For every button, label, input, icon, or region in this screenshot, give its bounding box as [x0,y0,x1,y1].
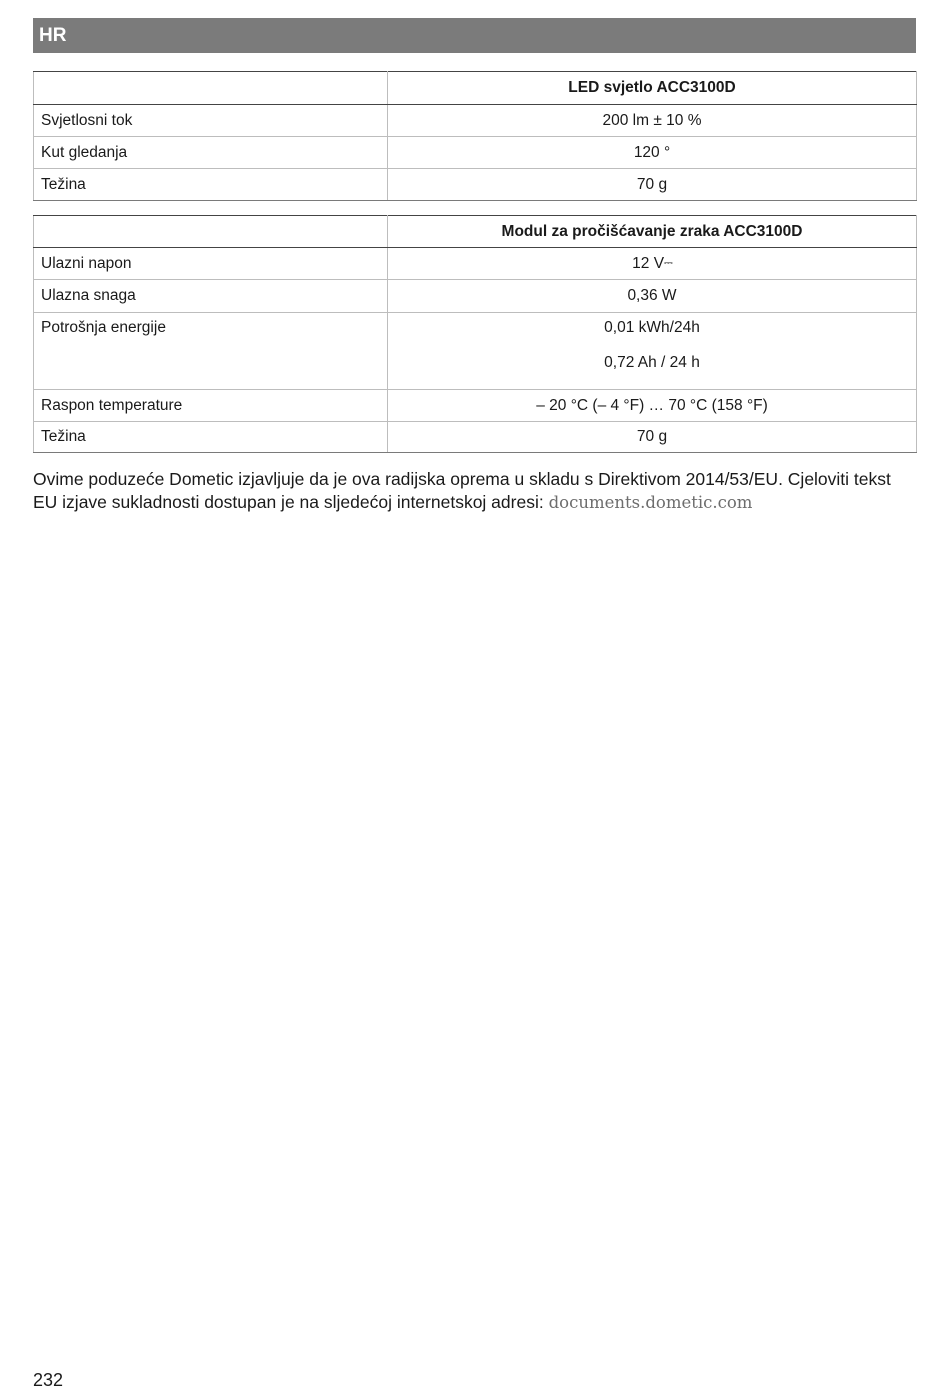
row-label: Težina [34,422,388,453]
row-value: 0,36 W [388,280,917,313]
row-value-line-1: 0,01 kWh/24h [604,319,700,336]
table-row [34,390,917,422]
row-label: Raspon temperature [34,390,388,422]
row-value: 70 g [388,169,917,201]
table-row [34,169,917,201]
row-label: Potrošnja energije [34,313,388,390]
table-row [34,313,917,390]
language-header [33,18,916,53]
table-header-empty-cell [34,72,388,105]
row-value [388,248,917,280]
row-value [388,313,917,390]
declaration-text: Ovime poduzeće Dometic izjavljuje da je ova radijska oprema u skladu s Direktivom 2014/53/EU. Cjeloviti tekst EU izjave sukladnosti dostupan je na sljedećoj internetskoj adresi: [33,469,891,512]
row-value: 200 lm ± 10 % [388,105,917,137]
row-value-line-2: 0,72 Ah / 24 h [604,354,700,371]
row-label: Svjetlosni tok [34,105,388,137]
page-number: 232 [33,1370,64,1390]
declaration-paragraph [33,468,917,514]
table-header-empty-cell [34,216,388,248]
table-row [34,280,917,313]
table-title: Modul za pročišćavanje zraka ACC3100D [388,216,917,248]
table-title: LED svjetlo ACC3100D [388,72,917,105]
row-label: Kut gledanja [34,137,388,169]
table-row [34,248,917,280]
language-code: HR [39,25,67,46]
table-row [34,105,917,137]
row-value: 70 g [388,422,917,453]
air-purifier-spec-table [33,215,917,453]
row-label: Ulazni napon [34,248,388,280]
row-value: 120 ° [388,137,917,169]
led-light-spec-table [33,71,917,201]
row-label: Težina [34,169,388,201]
row-label: Ulazna snaga [34,280,388,313]
documents-link[interactable]: documents.dometic.com [548,493,753,512]
table-row [34,137,917,169]
row-value: – 20 °C (– 4 °F) … 70 °C (158 °F) [388,390,917,422]
dc-symbol-icon: ⎓ [664,256,672,269]
voltage-value: 12 V [632,254,665,272]
table-row [34,422,917,453]
